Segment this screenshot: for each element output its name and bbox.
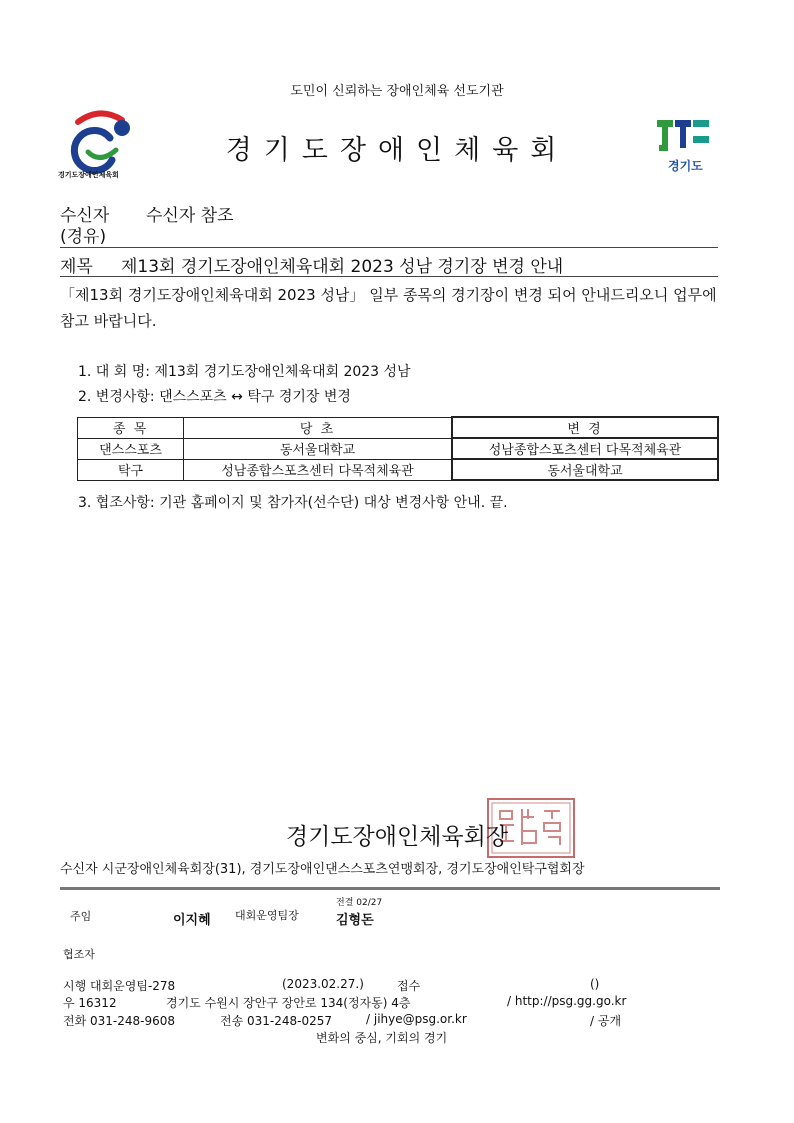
slogan: 도민이 신뢰하는 장애인체육 선도기관 — [290, 84, 504, 99]
cell-original: 성남종합스포츠센터 다목적체육관 — [184, 459, 453, 480]
signature-title: 경기도장애인체육회장 — [285, 824, 509, 850]
divider-thick — [60, 887, 720, 890]
item-cooperation: 3. 협조사항: 기관 홈페이지 및 참가자(선수단) 대상 변경사항 안내. 끝. — [78, 495, 508, 511]
divider — [60, 276, 718, 277]
approver-role: 대회운영팀장 — [235, 909, 299, 922]
table-header-row — [78, 417, 719, 438]
homepage-link[interactable]: / http://psg.gg.go.kr — [507, 994, 627, 1008]
doc-number: 시행 대회운영팀-278 — [63, 979, 176, 993]
cooperator-label: 협조자 — [63, 948, 95, 961]
recipient-value: 수신자 참조 — [146, 206, 234, 226]
cell-changed: 성남종합스포츠센터 다목적체육관 — [452, 438, 718, 459]
cell-event: 댄스스포츠 — [78, 438, 184, 459]
receipt-value: () — [590, 977, 600, 991]
motto: 변화의 중심, 기회의 경기 — [316, 1031, 448, 1045]
doc-date: (2023.02.27.) — [282, 977, 364, 991]
item-changes: 2. 변경사항: 댄스스포츠 ↔ 탁구 경기장 변경 — [78, 389, 351, 405]
recipient-list: 수신자 시군장애인체육회장(31), 경기도장애인댄스스포츠연맹회장, 경기도장애인탁구협회장 — [60, 862, 585, 877]
disclosure: / 공개 — [590, 1014, 622, 1028]
cell-changed: 동서울대학교 — [452, 459, 718, 480]
divider — [60, 247, 718, 248]
recipient-label: 수신자 — [60, 206, 110, 226]
drafter-name: 이지혜 — [173, 913, 211, 928]
cell-original: 동서울대학교 — [184, 438, 453, 459]
postal-code: 우 16312 — [63, 996, 117, 1010]
drafter-role: 주임 — [70, 910, 92, 923]
item-event-name: 1. 대 회 명: 제13회 경기도장애인체육대회 2023 성남 — [78, 364, 411, 380]
table-row — [78, 459, 719, 480]
venue-change-table — [77, 416, 719, 481]
subject-value: 제13회 경기도장애인체육대회 2023 성남 경기장 변경 안내 — [121, 257, 564, 277]
fax: 전송 031-248-0257 — [220, 1014, 333, 1028]
org-name: 경기도장애인체육회 — [225, 135, 569, 166]
cell-event: 탁구 — [78, 459, 184, 480]
col-header-event: 종 목 — [78, 417, 184, 438]
receipt-label: 접수 — [397, 979, 421, 993]
phone: 전화 031-248-9608 — [63, 1014, 176, 1028]
email-link[interactable]: / jihye@psg.or.kr — [366, 1012, 467, 1026]
approver-date: 전결 02/27 — [336, 898, 383, 908]
address: 경기도 수원시 장안구 장안로 134(정자동) 4층 — [166, 996, 411, 1010]
gyeonggi-logo-text: 경기도 — [668, 159, 703, 173]
intro-paragraph: 「제13회 경기도장애인체육대회 2023 성남」 일부 종목의 경기장이 변경 되어 안내드리오니 업무에 참고 바랍니다. — [60, 286, 717, 330]
subject-label: 제목 — [60, 257, 93, 277]
col-header-original: 당 초 — [184, 417, 453, 438]
org-logo-text: 경기도장애인체육회 — [58, 171, 119, 179]
table-row — [78, 438, 719, 459]
approver-name: 김형돈 — [336, 913, 374, 928]
col-header-changed: 변 경 — [452, 417, 718, 438]
via-label: (경유) — [60, 227, 107, 247]
